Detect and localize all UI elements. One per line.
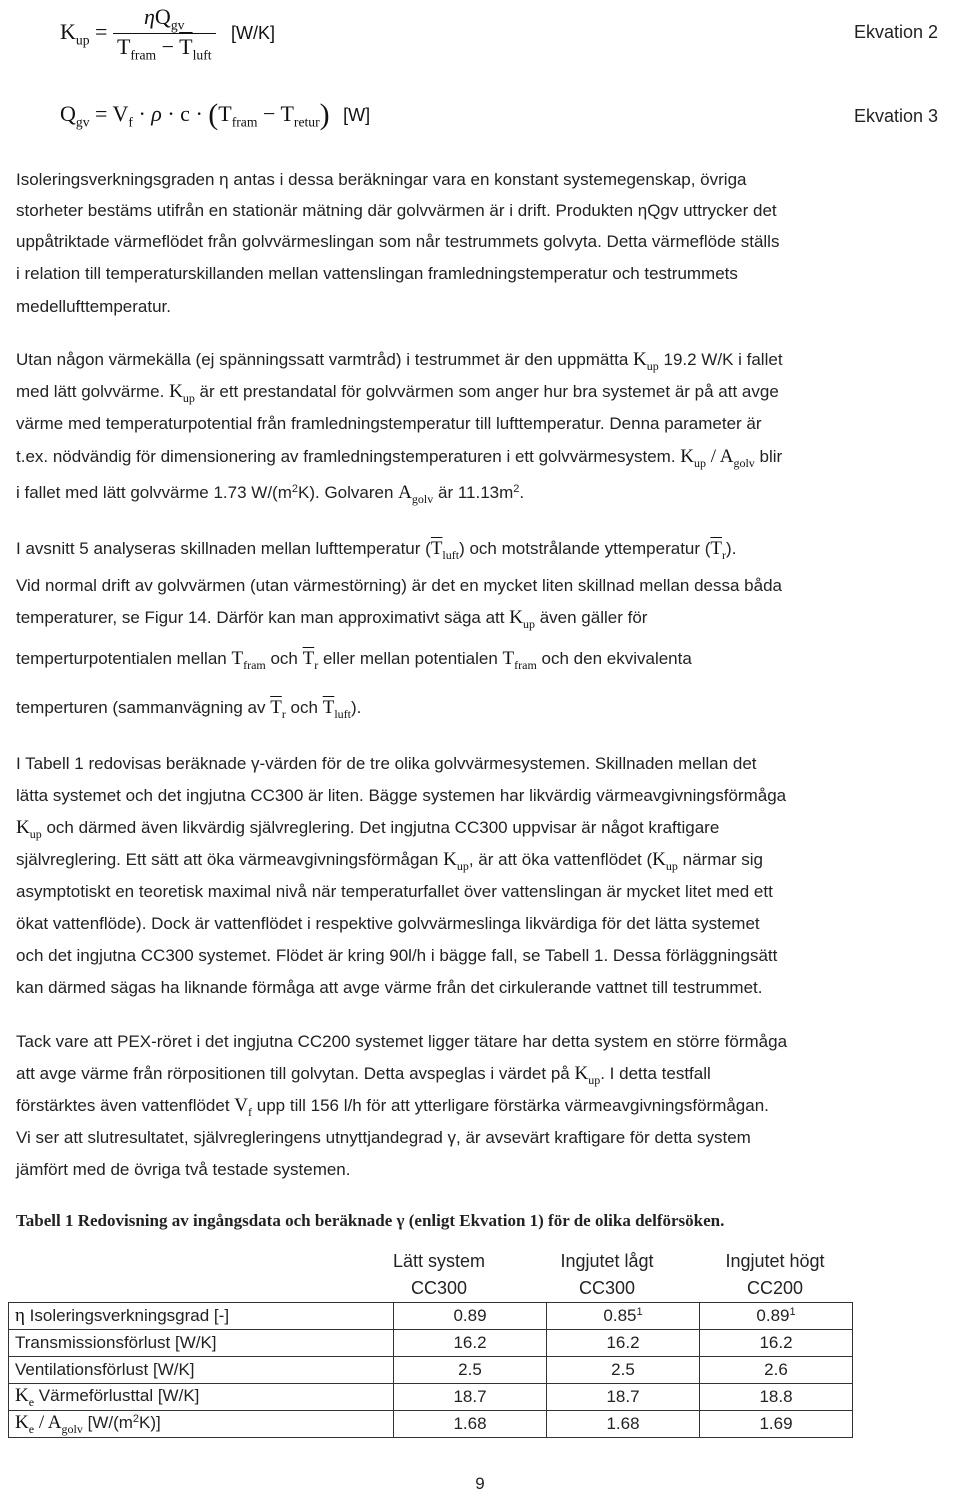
k-up-symbol: $K_{up}$ — [443, 849, 469, 873]
data-table — [8, 1302, 853, 1438]
paragraph-4-line-5: asymptotiskt en teoretisk maximal nivå när temperaturfallet över vattenslingan är mycket litet med ett — [16, 882, 773, 901]
paragraph-4-line-6: ökat vattenflöde). Dock är vattenflödet i respektive golvvärmeslinga likvärdiga för det lätta systemet — [16, 914, 760, 933]
paragraph-4-line-1: I Tabell 1 redovisas beräknade γ-värden för de tre olika golvvärmesystemen. Skillnaden mellan det — [16, 754, 757, 773]
paragraph-5-line-5: jämfört med de övriga två testade systemen. — [16, 1160, 351, 1179]
paragraph-5-line-4: Vi ser att slutresultatet, självregleringens utnyttjandegrad γ, är avsevärt kraftigare för detta system — [16, 1128, 751, 1147]
paragraph-4-line-2: lätta systemet och det ingjutna CC300 är liten. Bägge systemen har likvärdig värmeavgivningsförmåga — [16, 786, 787, 805]
paragraph-4-line-4: självreglering. Ett sätt att öka värmeavgivningsförmågan $K_{up}$, är att öka vattenflödet ($K_{up}$ närmar sig — [16, 849, 763, 873]
paragraph-2-line-5: i fallet med lätt golvvärme 1.73 $W/(m^2K)$. Golvaren $A_{golv}$ är $11.13m^2$. — [16, 482, 525, 506]
k-up-over-a-golv-symbol: $K_{up} / A_{golv}$ — [680, 446, 755, 470]
t-luft-mean-symbol: $\overline{T}_{luft}$ — [322, 697, 351, 721]
table-caption: Tabell 1 Redovisning av ingångsdata och beräknade γ (enligt Ekvation 1) för de olika delförsöken. — [16, 1211, 725, 1230]
k-up-symbol: $K_{up}$ — [169, 381, 195, 405]
equation-2: $K_{up}$ = $\frac{\eta Q_{gv}}{T_{fram} - \overline{T}_{luft}}$ [W/K] — [60, 4, 276, 63]
k-up-symbol: $K_{up}$ — [16, 817, 42, 841]
k-e-symbol: $K_e$ — [15, 1384, 35, 1409]
paragraph-5-line-1: Tack vare att PEX-röret i det ingjutna CC200 systemet ligger tätare har detta system en större förmåga — [16, 1032, 788, 1051]
eta-symbol: η — [15, 1305, 25, 1326]
equation-2-unit: [W/K] — [231, 22, 276, 43]
k-up-symbol: $K_{up}$ — [652, 849, 678, 873]
table-row: Transmissionsförlust [W/K] 16.2 16.2 16.2 — [9, 1330, 853, 1357]
table-row: η Isoleringsverkningsgrad [-] 0.89 0.85$^1$ 0.89$^1$ — [9, 1303, 853, 1330]
t-r-mean-symbol: $\overline{T}_r$ — [270, 697, 286, 721]
k-up-symbol: $K_{up}$ — [633, 349, 659, 373]
paragraph-2-line-3: värme med temperaturpotential från framledningstemperatur till lufttemperatur. Denna parameter är — [16, 414, 762, 433]
paragraph-4-line-8: kan därmed sägas ha liknande förmåga att avge värme från det cirkulerande vattnet till testrummet. — [16, 978, 763, 997]
table-column-header-3: Ingjutet högt CC200 — [725, 1251, 825, 1298]
t-luft-mean-symbol: $\overline{T}_{luft}$ — [430, 538, 460, 562]
paragraph-2-line-1: Utan någon värmekälla (ej spänningssatt varmtråd) i testrummet är den uppmätta $K_{up}$ 19.2 W/K i fallet — [16, 349, 783, 373]
paragraph-1-line-5: medellufttemperatur. — [16, 297, 171, 316]
paragraph-3-line-4: temperturpotentialen mellan $T_{fram}$ och $\overline{T}_r$ eller mellan potentialen $T_{fram}$ och den ekvivalenta — [16, 648, 692, 672]
paragraph-4-line-7: och det ingjutna CC300 systemet. Flödet är kring 90l/h i bägge fall, se Tabell 1. Dessa förläggningsätt — [16, 946, 778, 965]
equation-3: $Q_{gv} = V_f \cdot \rho \cdot c \cdot (T_{fram} - T_{retur})$ [W] — [60, 98, 371, 131]
k-e-over-a-golv-symbol: $K_e / A_{golv}$ — [15, 1411, 83, 1436]
paragraph-2-line-4: t.ex. nödvändig för dimensionering av framledningstemperaturen i ett golvvärmesystem. $K_{up} / A_{golv}$ blir — [16, 446, 783, 470]
equation-3-unit: [W] — [343, 105, 371, 125]
page-number: 9 — [475, 1474, 485, 1493]
paragraph-5-line-2: att avge värme från rörpositionen till golvytan. Detta avspeglas i värdet på $K_{up}$. I detta testfall — [16, 1063, 711, 1087]
a-golv-symbol: $A_{golv}$ — [398, 482, 434, 506]
k-up-symbol: $K_{up}$ — [509, 607, 535, 631]
paragraph-3-line-5: temperturen (sammanvägning av $\overline{T}_r$ och $\overline{T}_{luft}$). — [16, 697, 362, 721]
t-r-mean-symbol: $\overline{T}_r$ — [710, 538, 727, 562]
paragraph-1-line-2: storheter bestäms utifrån en stationär mätning där golvvärmen är i drift. Produkten ηQgv uttrycker det — [16, 201, 777, 220]
table-row: $K_e / A_{golv}$ $[W/(m^2K)]$ 1.68 1.68 1.69 — [9, 1411, 853, 1438]
paragraph-3-line-1: I avsnitt 5 analyseras skillnaden mellan lufttemperatur $(\overline{T}_{luft})$ och motstrålande yttemperatur $(\overline{T}_r)$. — [16, 538, 737, 562]
v-f-symbol: $V_f$ — [234, 1095, 253, 1119]
t-fram-symbol: $T_{fram}$ — [502, 648, 537, 672]
paragraph-1-line-1: Isoleringsverkningsgraden η antas i dessa beräkningar vara en konstant systemegenskap, övriga — [16, 170, 747, 189]
t-r-mean-symbol: $\overline{T}_r$ — [302, 648, 319, 672]
equation-2-label: Ekvation 2 — [853, 22, 938, 42]
table-row: Ventilationsförlust [W/K] 2.5 2.5 2.6 — [9, 1357, 853, 1384]
t-fram-symbol: $T_{fram}$ — [231, 648, 266, 672]
table-row: $K_e$ Värmeförlusttal [W/K] 18.7 18.7 18.8 — [9, 1384, 853, 1411]
equation-3-label: Ekvation 3 — [853, 106, 938, 126]
paragraph-4-line-3: $K_{up}$ och därmed även likvärdig självreglering. Det ingjutna CC300 uppvisar är något kraftigare — [16, 817, 720, 841]
paragraph-3-line-3: temperaturer, se Figur 14. Därför kan man approximativt säga att $K_{up}$ även gäller för — [16, 607, 648, 631]
paragraph-1-line-4: i relation till temperaturskillanden mellan vattenslingan framledningstemperatur och testrummets — [16, 264, 738, 283]
paragraph-1-line-3: uppåtriktade värmeflödet från golvvärmeslingan som når testrummets golvyta. Detta värmeflöde ställs — [16, 232, 780, 251]
table-column-header-2: Ingjutet lågt CC300 — [560, 1251, 654, 1298]
k-up-symbol: $K_{up}$ — [574, 1063, 601, 1087]
paragraph-5-line-3: förstärktes även vattenflödet $V_f$ upp till 156 l/h för att ytterligare förstärka värmeavgivningsförmågan. — [16, 1095, 769, 1119]
paragraph-2-line-2: med lätt golvvärme. $K_{up}$ är ett prestandatal för golvvärmen som anger hur bra systemet är på att avge — [16, 381, 779, 405]
paragraph-3-line-2: Vid normal drift av golvvärmen (utan värmestörning) är det en mycket liten skillnad mellan dessa båda — [16, 576, 782, 595]
table-column-header-1: Lätt system CC300 — [392, 1251, 486, 1298]
